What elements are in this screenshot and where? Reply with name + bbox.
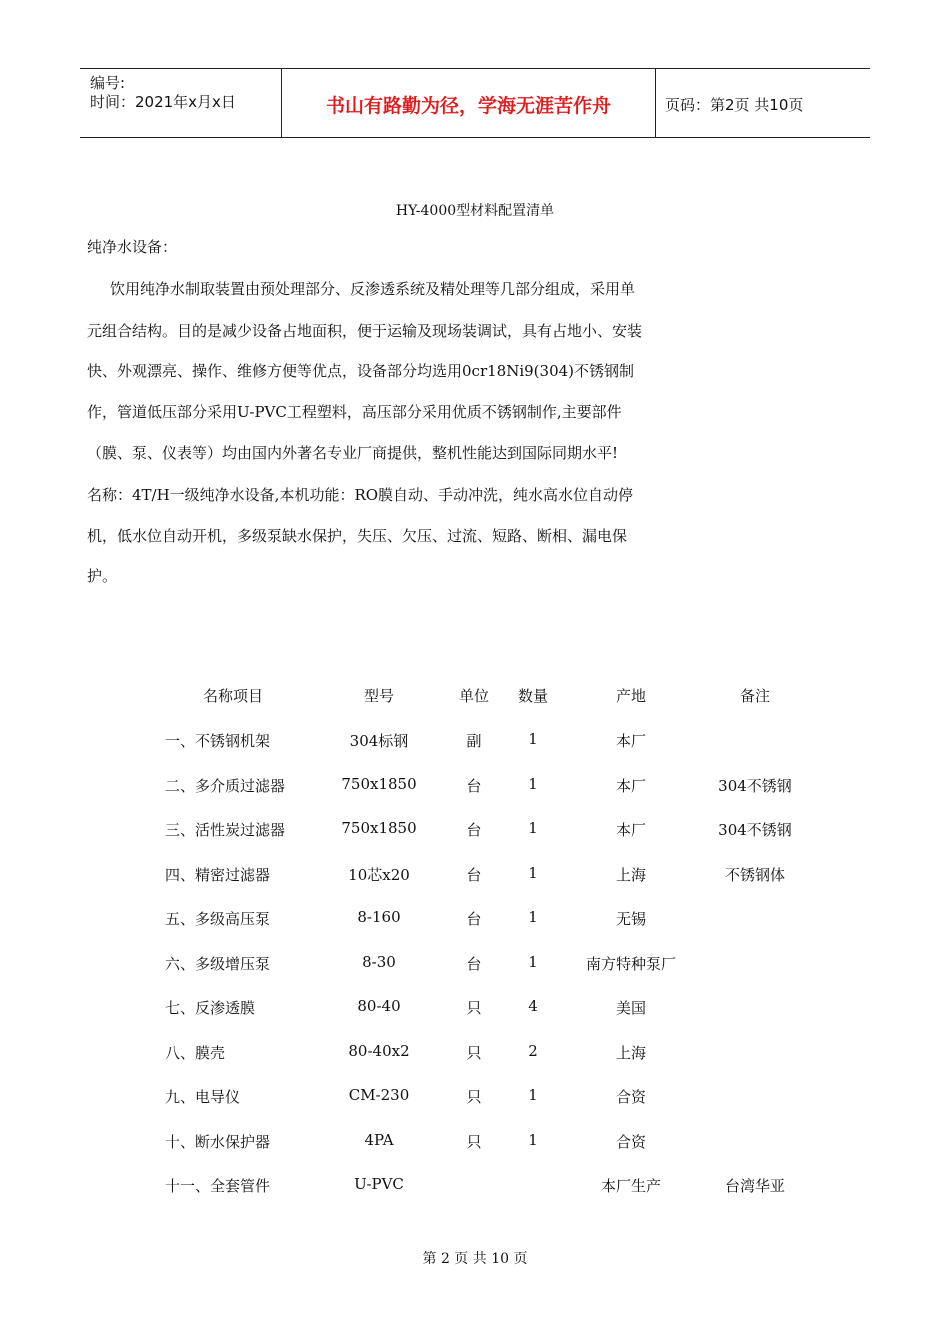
item-note: 不锈钢体 bbox=[724, 866, 785, 884]
item-origin: 合资 bbox=[615, 1088, 646, 1106]
item-model: U-PVC bbox=[354, 1175, 404, 1193]
item-unit: 只 bbox=[466, 999, 482, 1017]
document-date: 时间：2021年x月x日 bbox=[90, 93, 236, 111]
item-note: 304不锈钢 bbox=[718, 821, 792, 839]
item-model: 10芯x20 bbox=[348, 866, 410, 884]
paragraph-line: 快、外观漂亮、操作、维修方便等优点，设备部分均选用0cr18Ni9(304)不锈钢制 bbox=[87, 362, 635, 380]
item-quantity: 1 bbox=[528, 953, 538, 971]
item-model: 304标钢 bbox=[349, 732, 409, 750]
item-origin: 美国 bbox=[615, 999, 646, 1017]
item-origin: 本厂生产 bbox=[600, 1177, 661, 1195]
item-name: 七、反渗透膜 bbox=[165, 999, 256, 1017]
item-model: 8-160 bbox=[357, 908, 401, 926]
item-name: 四、精密过滤器 bbox=[165, 866, 271, 884]
header-left-cell bbox=[80, 69, 280, 137]
item-quantity: 1 bbox=[528, 819, 538, 837]
item-note: 304不锈钢 bbox=[718, 777, 792, 795]
header-model: 型号 bbox=[363, 687, 394, 705]
item-origin: 上海 bbox=[615, 1044, 646, 1062]
item-quantity: 4 bbox=[528, 997, 538, 1015]
item-unit: 台 bbox=[466, 821, 482, 839]
paragraph-line: 机，低水位自动开机，多级泵缺水保护，失压、欠压、过流、短路、断相、漏电保 bbox=[87, 527, 628, 545]
header-motto: 书山有路勤为径，学海无涯苦作舟 bbox=[325, 95, 611, 117]
item-origin: 本厂 bbox=[615, 732, 646, 750]
item-unit: 只 bbox=[466, 1133, 482, 1151]
item-model: 4PA bbox=[364, 1131, 394, 1149]
item-quantity: 1 bbox=[528, 1086, 538, 1104]
item-unit: 副 bbox=[466, 732, 482, 750]
item-name: 六、多级增压泵 bbox=[165, 955, 271, 973]
item-name: 三、活性炭过滤器 bbox=[165, 821, 286, 839]
item-name: 五、多级高压泵 bbox=[165, 910, 271, 928]
document-title: HY-4000型材料配置清单 bbox=[395, 203, 555, 219]
item-origin: 本厂 bbox=[615, 821, 646, 839]
item-quantity: 1 bbox=[528, 908, 538, 926]
paragraph-line: （膜、泵、仪表等）均由国内外著名专业厂商提供，整机性能达到国际同期水平! bbox=[87, 444, 619, 462]
item-unit: 台 bbox=[466, 866, 482, 884]
paragraph-line: 名称：4T/H一级纯净水设备,本机功能：RO膜自动、手动冲洗，纯水高水位自动停 bbox=[87, 486, 634, 504]
item-model: 80-40x2 bbox=[348, 1042, 410, 1060]
item-name: 二、多介质过滤器 bbox=[165, 777, 286, 795]
item-unit: 只 bbox=[466, 1044, 482, 1062]
header-name: 名称项目 bbox=[203, 687, 264, 705]
item-origin: 本厂 bbox=[615, 777, 646, 795]
item-name: 十一、全套管件 bbox=[165, 1177, 271, 1195]
header-page-info: 页码：第2页 共10页 bbox=[665, 96, 804, 114]
paragraph-line: 饮用纯净水制取装置由预处理部分、反渗透系统及精处理等几部分组成，采用单 bbox=[110, 280, 636, 298]
item-origin: 合资 bbox=[615, 1133, 646, 1151]
item-name: 九、电导仪 bbox=[165, 1088, 241, 1106]
item-unit: 只 bbox=[466, 1088, 482, 1106]
item-model: 80-40 bbox=[357, 997, 401, 1015]
item-quantity: 1 bbox=[528, 730, 538, 748]
header-unit: 单位 bbox=[458, 687, 489, 705]
item-name: 八、膜壳 bbox=[165, 1044, 226, 1062]
item-name: 一、不锈钢机架 bbox=[165, 732, 271, 750]
paragraph-line: 元组合结构。目的是减少设备占地面积，便于运输及现场装调试，具有占地小、安装 bbox=[87, 322, 643, 340]
item-model: 750x1850 bbox=[341, 775, 417, 793]
header-note: 备注 bbox=[739, 687, 770, 705]
item-quantity: 1 bbox=[528, 775, 538, 793]
item-model: 750x1850 bbox=[341, 819, 417, 837]
header-quantity: 数量 bbox=[517, 687, 548, 705]
header-page-cell bbox=[655, 69, 870, 137]
item-quantity: 1 bbox=[528, 1131, 538, 1149]
item-unit: 台 bbox=[466, 777, 482, 795]
page-footer: 第 2 页 共 10 页 bbox=[422, 1251, 528, 1267]
page-header bbox=[80, 68, 870, 138]
header-origin: 产地 bbox=[615, 687, 646, 705]
item-origin: 上海 bbox=[615, 866, 646, 884]
item-quantity: 1 bbox=[528, 864, 538, 882]
section-heading: 纯净水设备： bbox=[87, 238, 178, 256]
item-unit: 台 bbox=[466, 910, 482, 928]
item-origin: 无锡 bbox=[615, 910, 646, 928]
item-note: 台湾华亚 bbox=[724, 1177, 785, 1195]
header-motto-cell bbox=[281, 69, 656, 137]
item-model: CM-230 bbox=[348, 1086, 410, 1104]
document-number-label: 编号: bbox=[90, 74, 126, 92]
item-origin: 南方特种泵厂 bbox=[585, 955, 676, 973]
item-quantity: 2 bbox=[528, 1042, 538, 1060]
item-unit: 台 bbox=[466, 955, 482, 973]
paragraph-line: 护。 bbox=[87, 567, 118, 585]
item-model: 8-30 bbox=[362, 953, 396, 971]
paragraph-line: 作，管道低压部分采用U-PVC工程塑料，高压部分采用优质不锈钢制作,主要部件 bbox=[87, 403, 622, 421]
item-name: 十、断水保护器 bbox=[165, 1133, 271, 1151]
